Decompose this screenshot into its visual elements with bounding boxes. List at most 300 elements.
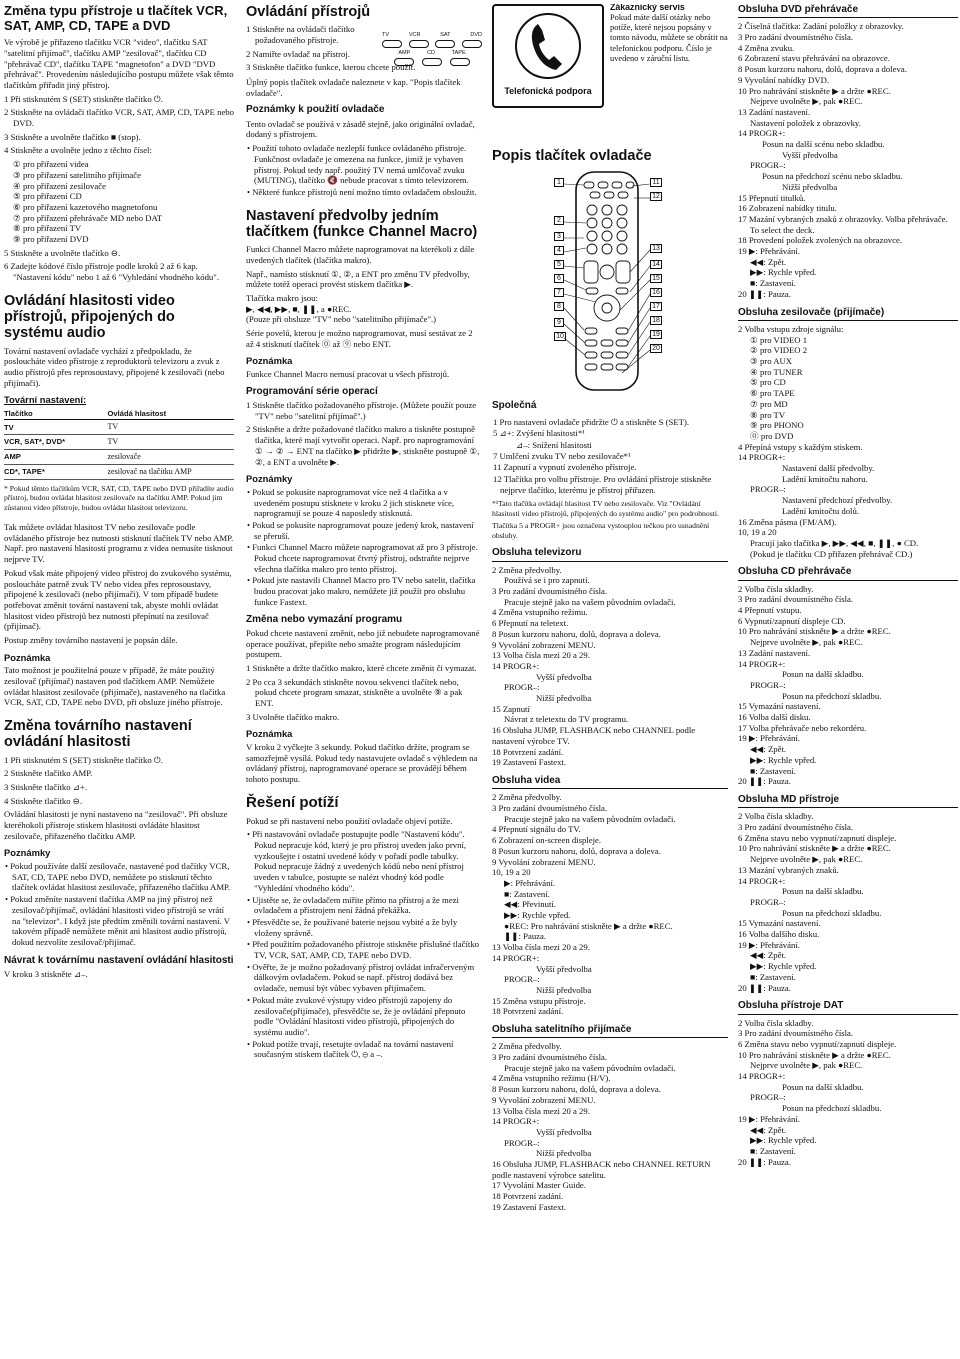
list-item: ⑧ pro přiřazení TV xyxy=(13,223,82,234)
desc-item: 10, 19 a 20 xyxy=(492,867,531,878)
desc-item: 17 Vyvolání Master Guide. xyxy=(492,1180,586,1191)
customer-service-heading: Zákaznický servis xyxy=(610,4,685,12)
desc-item: 19 Zastavení Fastext. xyxy=(492,757,567,768)
section-title-channel-macro: Nastavení předvolby jedním tlačítkem (funkce Channel Macro) xyxy=(246,207,478,240)
column-1 xyxy=(4,4,234,1354)
section-title-buttons: Popis tlačítek ovladače xyxy=(492,148,652,164)
device-buttons-illustration xyxy=(382,32,482,82)
desc-item: 3 Pro zadání dvoumístného čísla. xyxy=(492,802,608,813)
callout-number: 14 xyxy=(650,260,662,269)
device-button-icon xyxy=(422,58,442,66)
desc-item: Ladění kmitočtu dolů. xyxy=(782,505,859,516)
desc-item: 6 Změna stavu nebo vypnutí/zapnutí displeje. xyxy=(738,1038,897,1049)
notes-heading: Poznámky xyxy=(246,473,293,485)
desc-item: 4 Přepíná vstupy s každým stiskem. xyxy=(738,441,863,452)
table-row xyxy=(4,449,234,464)
table-cell: TV xyxy=(4,420,108,435)
bullet-item: • Funkci Channel Macro můžete naprogramovat až pro 3 přístroje. Pokud chcete naprogramovat čtvrtý přístroj, odstraňte nejprve všechna tlačítka makro pro tento přístroj. xyxy=(247,542,478,574)
section-title-return: Návrat k továrnímu nastavení ovládání hlasitosti xyxy=(4,954,234,966)
desc-item: ◀◀: Zpět. xyxy=(750,744,787,755)
subheading-md: Obsluha MD přístroje xyxy=(738,794,958,808)
desc-item: 14 PROGR+: xyxy=(738,658,786,669)
desc-item: Posun na další skladbu. xyxy=(782,669,864,680)
desc-item: Posun na předchozí skladbu. xyxy=(782,690,882,701)
desc-item: 13 Volba čísla mezi 20 a 29. xyxy=(492,1105,590,1116)
callout-number: 7 xyxy=(554,288,564,297)
list-item: ③ pro přiřazení satelitního přijímače xyxy=(13,169,141,180)
customer-service xyxy=(610,4,728,64)
callout-number: 5 xyxy=(554,260,564,269)
step: 1 Při stisknutém S (SET) stiskněte tlačítko ⏻. xyxy=(4,93,163,104)
desc-item: Nastavení další předvolby. xyxy=(782,463,875,474)
desc-item: 2 Volba čísla skladby. xyxy=(738,583,814,594)
paragraph: Funkci Channel Macro můžete naprogramovat na kterékoli z dále uvedených tlačítek (tlačítka makro). xyxy=(246,244,475,265)
section-title-volume: Ovládání hlasitosti video přístrojů, připojených do systému audio xyxy=(4,292,175,342)
table-cell: VCR, SAT*, DVD* xyxy=(4,435,108,450)
table-header: Tlačítko xyxy=(4,408,108,420)
desc-item: 10 Pro nahrávání stiskněte ▶ a držte ●REC. xyxy=(738,1049,891,1060)
table-cell: zesilovače xyxy=(108,449,235,464)
desc-item: PROGR–: xyxy=(750,160,786,171)
paragraph: ▶, ◀◀, ▶▶, ■, ❚❚, a ●REC. xyxy=(246,303,352,314)
desc-item: Návrat z teletextu do TV programu. xyxy=(504,714,629,725)
desc-item: 7 Umlčení zvuku TV nebo zesilovače*¹ xyxy=(493,450,631,461)
desc-item: 14 PROGR+: xyxy=(738,128,786,139)
desc-item: 10 Pro nahrávání stiskněte ▶ a držte ●REC. xyxy=(738,85,891,96)
desc-item: 18 Potvrzení zadání. xyxy=(492,1191,564,1202)
desc-item: 14 PROGR+: xyxy=(738,1071,786,1082)
callout-number: 20 xyxy=(650,344,662,353)
device-button-icon xyxy=(409,40,429,48)
step: 1 Stiskněte na ovládači tlačítko požadovaného přístroje. xyxy=(246,24,355,45)
desc-item: 3 Pro zadání dvoumístného čísla. xyxy=(738,32,854,42)
desc-item: Nižší předvolba xyxy=(536,1148,592,1159)
section-title-change-factory: Změna továrního nastavení ovládání hlasitosti xyxy=(4,718,192,751)
desc-item: ■: Zastavení. xyxy=(750,971,796,982)
note-heading: Poznámka xyxy=(246,728,293,740)
note-text: Tato možnost je použitelná pouze v případě, že máte použitý zesilovač (přijímač) nastaven pod tlačítkem AMP. Nemůžete ovládat hlasitost zesilovače (přijímače), nastaveného na tlačítka VCR, SAT, CD, TAPE nebo DVD, při obsluze jiného přístroje. xyxy=(4,665,226,708)
desc-item: ④ pro TUNER xyxy=(750,366,803,377)
desc-item: 2 Volba čísla skladby. xyxy=(738,811,814,822)
subheading-change-program: Změna nebo vymazání programu xyxy=(246,613,403,625)
desc-item: Vyšší předvolba xyxy=(536,963,592,974)
desc-item: 13 Volba čísla mezi 20 a 29. xyxy=(492,942,590,953)
step: 3 Stiskněte tlačítko ⊿+. xyxy=(4,781,88,792)
desc-item: Nižší předvolba xyxy=(782,181,838,192)
desc-item: 15 Změna vstupu přístroje. xyxy=(492,995,586,1006)
column-2 xyxy=(246,4,482,1354)
step: 1 Při stisknutém S (SET) stiskněte tlačítko ⏻. xyxy=(4,754,163,765)
paragraph: V kroku 3 stiskněte ⊿–. xyxy=(4,968,88,979)
section-title-device-type: Změna typu přístroje u tlačítek VCR, SAT, AMP, CD, TAPE a DVD xyxy=(4,4,228,33)
desc-item: Nastavení položek z obrazovky. xyxy=(750,117,861,128)
list-item: ① pro přiřazení videa xyxy=(13,159,89,170)
step: 2 Po cca 3 sekundách stiskněte novou sekvenci tlačítek nebo, pokud chcete program smazat, stiskněte a uvolněte ⑨ a pak ENT. xyxy=(246,676,463,709)
phone-icon xyxy=(494,6,602,86)
bullet-item: • Pokud potíže trvají, resetujte ovladač na tovární nastavení současným stiskem tlačítek ⏻, ⊖ a –. xyxy=(247,1038,454,1060)
desc-item: 19 Zastavení Fastext. xyxy=(492,1201,567,1212)
paragraph: Ovládání hlasitosti je nyní nastaveno na "zesilovač". Při obsluze kteréhokoli přístroje stiskem hlasitosti ovládáte hlasitost zesilovače, přiřazeného tlačítku AMP. xyxy=(4,809,228,841)
desc-item: ⑥ pro TAPE xyxy=(750,388,795,399)
step: 3 Uvolněte tlačítko makro. xyxy=(246,711,340,722)
table-footnote: * Pokud těmto tlačítkům VCR, SAT, CD, TAPE nebo DVD přiřadíte audio přístroj, budou ovládat hlasitost zesilovače na tlačítku AMP. Pokud jim zůstanou video přístroje, budou ovládat hlasitost televizoru. xyxy=(4,483,234,512)
device-label: TAPE xyxy=(451,49,466,56)
desc-item: ◀◀: Zpět. xyxy=(750,950,787,961)
callout-number: 15 xyxy=(650,274,662,283)
desc-item: 4 Přepnutí signálu do TV. xyxy=(492,824,581,835)
desc-item: 3 Pro zadání dvoumístného čísla. xyxy=(492,1052,608,1063)
code-list xyxy=(4,159,234,245)
note-text: Funkce Channel Macro nemusí pracovat u všech přístrojů. xyxy=(246,369,450,380)
paragraph: Tento ovladač se používá v zásadě stejně, jako originální ovladač, dodaný s přístrojem. xyxy=(246,118,475,140)
desc-item: Nejprve uvolněte ▶, pak ●REC. xyxy=(750,1060,863,1071)
bullet-item: • Ověřte, že je možno požadovaný přístroj ovládat infračerveným dálkovým ovladačem. Pokud se např. přístroj dodává bez ovladače, nemusí být vůbec vybaven přijímačem. xyxy=(247,961,475,994)
callout-number: 12 xyxy=(650,192,662,201)
footnote: *¹Tato tlačítka ovládají hlasitost TV nebo zesilovače. Viz "Ovládání hlasitosti video přístrojů, připojených do systému audio" pro podrobnosti. xyxy=(492,499,719,518)
bullet-item: • Přesvědčte se, že používané baterie nejsou vybité a že byly vloženy správně. xyxy=(247,916,458,938)
device-button-icon xyxy=(382,40,402,48)
desc-item: 8 Posun kurzoru nahoru, dolů, doprava a doleva. xyxy=(492,628,661,639)
desc-item: 14 PROGR+: xyxy=(492,1116,540,1127)
desc-item: 8 Posun kurzoru nahoru, dolů, doprava a doleva. xyxy=(738,64,907,75)
subheading-dat: Obsluha přístroje DAT xyxy=(738,1000,958,1014)
desc-item: 10 Pro nahrávání stiskněte ▶ a držte ●REC. xyxy=(738,843,891,854)
desc-item: 13 Mazání vybraných znaků. xyxy=(738,864,839,875)
paragraph: Pokud však máte připojený video přístroj do zvukového systému, posloucháte patrně zvuk TV nebo videa přes reprosoustavy, připojené k zesilovači (nebo přijímači). V tom případě budete potřebovat změnit tovární nastavení tak, abyste mohli ovládat hlasitost video přístrojů bez nutnosti přepínutí na zesilovač (přijímač). xyxy=(4,567,232,632)
callout-number: 6 xyxy=(554,274,564,283)
note-text: V kroku 2 vyčkejte 3 sekundy. Pokud tlačítko držíte, program se samozřejmě vysílá. Pokud tedy nastavujete ovladač s výhledem na ovládaný přístroj, naprogramované operace se provádějí během tohoto postupu. xyxy=(246,742,478,785)
desc-item: 10, 19 a 20 xyxy=(738,527,777,538)
desc-item: 20 ❚❚: Pauza. xyxy=(738,776,791,787)
desc-item: 6 Změna stavu nebo vypnutí/zapnutí displeje. xyxy=(738,832,897,843)
desc-item: 14 PROGR+: xyxy=(738,452,786,463)
device-label: CD xyxy=(427,49,435,56)
desc-item: 15 Zapnutí xyxy=(492,703,530,714)
notes-heading: Poznámky xyxy=(4,847,51,859)
desc-item: 15 Přepnutí titulků. xyxy=(738,192,806,203)
device-label: AMP xyxy=(398,49,411,56)
desc-item: Nižší předvolba xyxy=(536,984,592,995)
section-title-troubleshooting: Řešení potíží xyxy=(246,793,339,811)
paragraph: Postup změny továrního nastavení je popsán dále. xyxy=(4,635,178,646)
desc-item: 4 Změna vstupního režimu (H/V). xyxy=(492,1073,611,1084)
intro-paragraph: Ve výrobě je přiřazeno tlačítku VCR "video", tlačítku SAT "satelitní přijímač", tlačítku AMP "zesilovač", tlačítku CD "přehrávač CD", tlačítku TAPE "magnetofon" a DVD "DVD přehrávač". Provedením následujícího postupu můžete však těmto tlačítkům přiřadit jiný přístroj. xyxy=(4,37,234,90)
table-cell: AMP xyxy=(4,449,108,464)
desc-item: 19 ▶: Přehrávání. xyxy=(738,939,800,950)
paragraph: Série povelů, kterou je možno naprogramovat, musí sestávat ze 2 až 4 stisknutí tlačítek ⓪ až ⑨ nebo ENT. xyxy=(246,328,473,349)
desc-item: 18 Provedení položek zvolených na obrazovce. xyxy=(738,235,903,246)
desc-item: 14 PROGR+: xyxy=(492,660,540,671)
desc-item: 6 Vypnutí/zapnutí displeje CD. xyxy=(738,615,846,626)
bullet-item: • Před použitím požadovaného přístroje stiskněte příslušné tlačítko TV, VCR, SAT, AMP, CD, TAPE nebo DVD. xyxy=(247,939,480,961)
desc-item: 19 ▶: Přehrávání. xyxy=(738,1113,800,1124)
subheading-cd: Obsluha CD přehrávače xyxy=(738,566,958,580)
desc-item: ⊿–: Snížení hlasitosti xyxy=(516,439,592,450)
desc-item: ◀◀: Převinutí. xyxy=(504,899,556,910)
section-title-operation: Ovládání přístrojů xyxy=(246,4,371,20)
desc-item: 6 Přepnutí na teletext. xyxy=(492,618,569,629)
device-label: TV xyxy=(382,32,390,38)
telephone-support-label: Telefonická podpora xyxy=(504,86,592,96)
remote-control-illustration xyxy=(492,168,728,396)
desc-item: ■: Zastavení. xyxy=(750,765,796,776)
desc-item: 13 Zadání nastavení. xyxy=(738,647,811,658)
bullet-item: • Ujistěte se, že ovladačem míříte přímo na přístroj a že mezi ovladačem a přístrojem není žádná překážka. xyxy=(247,894,459,916)
desc-item: Posun na další scénu nebo skladbu. xyxy=(762,139,885,150)
list-item: ⑦ pro přiřazení přehrávače MD nebo DAT xyxy=(13,212,163,223)
desc-item: 8 Posun kurzoru nahoru, dolů, doprava a doleva. xyxy=(492,1084,661,1095)
desc-item: 19 ▶: Přehrávání. xyxy=(738,246,800,257)
desc-item: 16 Volba dalšího disku. xyxy=(738,929,820,940)
desc-item: 16 Obsluha JUMP, FLASHBACK nebo CHANNEL RETURN podle nastavení výrobce satelitu. xyxy=(492,1159,711,1180)
desc-item: 2 Změna předvolby. xyxy=(492,564,562,575)
desc-item: 8 Posun kurzoru nahoru, dolů, doprava a doleva. xyxy=(492,845,661,856)
desc-item: 15 Vymazání nastavení. xyxy=(738,918,821,929)
desc-item: 20 ❚❚: Pauza. xyxy=(738,1156,791,1167)
desc-item: 16 Zobrazení nabídky titulu. xyxy=(738,203,837,214)
desc-item: (Pokud je tlačítku CD přiřazen přehrávač CD.) xyxy=(750,548,913,559)
desc-item: Pracují jako tlačítka ▶, ▶▶, ◀◀, ■, ❚❚, ● CD. xyxy=(750,537,919,548)
bullet-item: • Pokud se pokusíte naprogramovat více než 4 tlačítka a v uvedeném postupu stisknete v kroku 2 jich stisknete více, naprogramují se pouze 4 naposledy stisknutá. xyxy=(247,486,455,519)
desc-item: 2 Číselná tlačítka: Zadání položky z obrazovky. xyxy=(738,21,904,32)
telephone-support-box xyxy=(492,4,604,108)
bullet-item: • Použití tohoto ovladače nezlepší funkce ovládaného přístroje. Funkčnost ovladače je omezena na funkce, jimiž je vybaven přístroj. Pokud tedy např. použitý TV nemá umlčovač zvuku (MUTING), tlačítko 🔇 nebude pracovat s tímto televizorem. xyxy=(247,143,469,186)
desc-item: Pracuje stejně jako na vašem původním ovladači. xyxy=(504,1062,676,1073)
step: 1 Stiskněte a držte tlačítko makro, které chcete změnit či vymazat. xyxy=(246,662,477,673)
note-heading: Poznámka xyxy=(246,355,293,367)
callout-number: 3 xyxy=(554,232,564,241)
desc-item: ■: Zastavení. xyxy=(750,1145,796,1156)
callout-number: 2 xyxy=(554,216,564,225)
subheading-common: Společná xyxy=(492,400,537,412)
device-button-icon xyxy=(435,40,455,48)
column-3 xyxy=(492,4,728,1354)
desc-item: Nastavení předchozí předvolby. xyxy=(782,495,893,506)
bullet-item: • Pokud používáte další zesilovače, nastavené pod tlačítky VCR, SAT, CD, TAPE nebo DVD, nemůžete po stisknutí těchto tlačítek ovládat hlasitost zesilovače, přiřazeného tlačítku AMP. xyxy=(5,861,231,893)
desc-item: Posun na předchozí scénu nebo skladbu. xyxy=(762,171,903,182)
table-cell: CD*, TAPE* xyxy=(4,464,108,479)
desc-item: Posun na předchozí skladbu. xyxy=(782,907,882,918)
desc-item: Nejprve uvolněte ▶, pak ●REC. xyxy=(750,96,863,107)
subheading-amplifier: Obsluha zesilovače (přijímače) xyxy=(738,307,958,321)
remote-diagram xyxy=(492,168,728,396)
callout-number: 4 xyxy=(554,246,564,255)
desc-item: 2 Volba čísla skladby. xyxy=(738,1017,814,1028)
callout-number: 18 xyxy=(650,316,662,325)
desc-item: 3 Pro zadání dvoumístného čísla. xyxy=(738,822,854,832)
subheading-satellite: Obsluha satelitního přijímače xyxy=(492,1024,728,1038)
desc-item: PROGR–: xyxy=(750,484,786,495)
desc-item: 2 Změna předvolby. xyxy=(492,792,562,803)
customer-service-text: Pokud máte další otázky nebo potíže, které nejsou popsány v tomto návodu, můžete se obrátit na telefonickou podporu. Číslo je uvedeno v záruční listu. xyxy=(610,12,728,64)
device-button-icon xyxy=(450,58,470,66)
table-cell: TV xyxy=(108,420,235,435)
step: 1 Stiskněte tlačítko požadovaného přístroje. (Můžete použít pouze "TV" nebo "satelitní přijímač".) xyxy=(246,400,477,421)
paragraph: Např., namísto stisknutí ①, ②, a ENT pro změnu TV předvolby, můžete totéž operaci provést stiskem tlačítka ▶. xyxy=(246,268,470,290)
desc-item: 4 Změna vstupního režimu. xyxy=(492,607,588,618)
desc-item: 17 Volba přehrávače nebo rekordéru. xyxy=(738,722,867,733)
callout-number: 17 xyxy=(650,302,662,311)
desc-item: 18 Potvrzení zadání. xyxy=(492,1006,564,1017)
device-label: SAT xyxy=(440,32,451,38)
desc-item: ③ pro AUX xyxy=(750,355,793,366)
desc-item: PROGR–: xyxy=(750,1092,786,1103)
desc-item: ▶: Přehrávání. xyxy=(504,877,556,888)
desc-item: ① pro VIDEO 1 xyxy=(750,334,808,345)
desc-item: ▶▶: Rychle vpřed. xyxy=(750,961,817,972)
step: 5 Stiskněte a uvolněte tlačítko ⊖. xyxy=(4,247,121,258)
step: 2 Stiskněte tlačítko AMP. xyxy=(4,768,93,779)
desc-item: ●REC: Pro nahrávání stiskněte ▶ a držte ●REC. xyxy=(504,920,673,931)
step: 3 Stiskněte tlačítko funkce, kterou chcete použít. xyxy=(246,62,416,73)
table-row xyxy=(4,464,234,479)
table-cell: TV xyxy=(108,435,235,450)
desc-item: ② pro VIDEO 2 xyxy=(750,345,808,356)
desc-item: Používá se i pro zapnutí. xyxy=(504,575,590,586)
desc-item: Pracuje stejně jako na vašem původním ovladači. xyxy=(504,596,676,607)
desc-item: 13 Volba čísla mezi 20 a 29. xyxy=(492,650,590,661)
desc-item: 10 Pro nahrávání stiskněte ▶ a držte ●REC. xyxy=(738,626,891,637)
desc-item: 12 Tlačítka pro volbu přístroje. Pro ovládání přístroje stiskněte nejprve tlačítko, kterému je přístroj přiřazen. xyxy=(493,474,712,495)
callout-number: 8 xyxy=(554,302,564,311)
step: 2 Namiřte ovladač na přístroj. xyxy=(246,48,350,59)
desc-item: 9 Vyvolání zobrazení MENU. xyxy=(492,1094,596,1105)
desc-item: 11 Zapnutí a vypnutí zvoleného přístroje. xyxy=(493,462,637,473)
desc-item: 3 Pro zadání dvoumístného čísla. xyxy=(738,1028,854,1039)
desc-item: Posun na předchozí skladbu. xyxy=(782,1103,882,1114)
desc-item: 17 Mazání vybraných znaků z obrazovky. Volba přehrávače. xyxy=(738,213,948,224)
desc-item: ⓪ pro DVD xyxy=(750,430,794,441)
desc-item: 3 Pro zadání dvoumístného čísla. xyxy=(492,586,608,597)
step: 4 Stiskněte a uvolněte jedno z těchto čísel: xyxy=(4,145,152,156)
bullet-item: • Při nastavování ovladače postupujte podle "Nastavení kódu". Pokud nepracuje kód, který je pro přístroj uveden jako první, vyzkoušejte i ostatní uvedené kódy v pořadí podle tabulky. Pokud nepracuje žádný z uvedených kódů nebo není přístroj uveden v tabulce, postupte se nalézt vhodný kód podle "Vyhledání vhodného kódu". xyxy=(247,829,467,893)
column-4 xyxy=(738,4,958,1354)
desc-item: PROGR–: xyxy=(750,896,786,907)
device-button-icon xyxy=(394,58,414,66)
desc-item: ■: Zastavení. xyxy=(504,888,550,899)
desc-item: ■: Zastavení. xyxy=(750,278,796,289)
desc-item: Vyšší předvolba xyxy=(536,1126,592,1137)
desc-item: 2 Změna předvolby. xyxy=(492,1041,562,1052)
paragraph: Úplný popis tlačítek ovladače naleznete v kap. "Popis tlačítek ovladače". xyxy=(246,77,461,98)
paragraph: (Pouze při obsluze "TV" nebo "satelitního přijímače".) xyxy=(246,314,437,325)
list-item: ④ pro přiřazení zesilovače xyxy=(13,180,106,191)
callout-number: 19 xyxy=(650,330,662,339)
callout-number: 16 xyxy=(650,288,662,297)
table-row xyxy=(4,420,234,435)
paragraph: Pokud chcete nastavení změnit, nebo již nebudete naprogramované operace používat, přepište nebo smažte program následujícím postupem. xyxy=(246,627,480,660)
subheading-notes-usage: Poznámky k použití ovladače xyxy=(246,104,385,116)
desc-item: Pracuje stejně jako na vašem původním ovladači. xyxy=(504,813,676,824)
device-label: DVD xyxy=(470,32,482,38)
step: 6 Zadejte kódové číslo přístroje podle kroků 2 až 6 kap. "Nastavení kódu" nebo 1 až 6 "Vyhledání vhodného kódu". xyxy=(4,261,219,283)
bullet-item: • Pokud změníte nastavení tlačítka AMP na jiný přístroj než zesilovač/přijímač, ovládání hlasitosti video přístrojů se vrátí na "televizor". I když jste předtím změnili tovární nastavení. V takovém případě nemůžete měnit ani hlasitost audio přístrojů, dokud nezvolíte zesilovač/přijímač. xyxy=(5,894,230,947)
desc-item: Vyšší předvolba xyxy=(536,671,592,682)
desc-item: PROGR–: xyxy=(504,974,540,985)
desc-item: ▶▶: Rychle vpřed. xyxy=(750,1135,817,1146)
paragraph: Tak můžete ovládat hlasitost TV nebo zesilovače podle ovládaného přístroje bez nutnosti stisknutí tlačítek TV nebo AMP. Např. pro nastavení hlasitosti programu z videa nemusíte tisknout nejprve TV. xyxy=(4,521,234,565)
desc-item: Ladění kmitočtu nahoru. xyxy=(782,473,868,484)
table-cell: zesilovač na tlačítku AMP xyxy=(108,464,235,479)
device-label: VCR xyxy=(408,32,421,38)
desc-item: 16 Obsluha JUMP, FLASHBACK nebo CHANNEL podle nastavení výrobce TV. xyxy=(492,725,696,746)
step: 4 Stiskněte tlačítko ⊖. xyxy=(4,795,83,806)
desc-item: ▶▶: Rychle vpřed. xyxy=(750,754,817,765)
desc-item: 6 Zobrazení stavu přehrávání na obrazovce. xyxy=(738,53,890,64)
desc-item: 15 Vymazání nastavení. xyxy=(738,701,821,712)
desc-item: 16 Změna pásma (FM/AM). xyxy=(738,516,837,527)
paragraph: Pokud se při nastavení nebo použití ovladače objeví potíže. xyxy=(246,815,453,826)
desc-item: PROGR–: xyxy=(504,1137,540,1148)
list-item: ⑤ pro přiřazení CD xyxy=(13,191,82,202)
desc-item: 9 Vyvolání zobrazení MENU. xyxy=(492,856,596,867)
desc-item: Posun na další skladbu. xyxy=(782,886,864,897)
desc-item: 4 Přepnutí vstupu. xyxy=(738,605,802,616)
desc-item: Nejprve uvolněte ▶, pak ●REC. xyxy=(750,637,863,648)
desc-item: To select the deck. xyxy=(750,224,815,235)
desc-item: 19 ▶: Přehrávání. xyxy=(738,733,800,744)
desc-item: 13 Zadání nastavení. xyxy=(738,106,811,117)
subheading-factory: Tovární nastavení: xyxy=(4,394,87,406)
bullet-item: • Pokud se pokusíte naprogramovat pouze jedený krok, nastavení se přeruší. xyxy=(247,519,474,541)
step: 2 Stiskněte a držte požadované tlačítko makro a tiskněte postupně tlačítka, které mají vytvořit operaci. Např. pro naprogramování ① → ② → ENT na tlačítko ▶ přidržte ▶, stiskněte postupně ①, ②, a ENT a uvolněte ▶. xyxy=(246,424,480,467)
callout-number: 11 xyxy=(650,178,662,187)
desc-item: 4 Změna zvuku. xyxy=(738,42,795,53)
desc-item: ❚❚: Pauza. xyxy=(504,931,547,942)
tip: Tlačítka 5 a PROGR+ jsou označena vystouplou tečkou pro usnadnění obsluhy. xyxy=(492,521,710,540)
desc-item: 18 Potvrzení zadání. xyxy=(492,746,564,757)
desc-item: 9 Vyvolání zobrazení MENU. xyxy=(492,639,596,650)
desc-item: 14 PROGR+: xyxy=(492,952,540,963)
table-row xyxy=(4,435,234,450)
bullet-item: • Některé funkce přístrojů není možno tímto ovladačem obsloužit. xyxy=(247,186,477,197)
list-item: ⑥ pro přiřazení kazetového magnetofonu xyxy=(13,201,158,212)
desc-item: PROGR–: xyxy=(504,682,540,693)
callout-number: 1 xyxy=(554,178,564,187)
desc-item: ▶▶: Rychle vpřed. xyxy=(750,267,817,278)
bullet-item: • Pokud jste nastavili Channel Macro pro TV nebo satelit, tlačítka budou pracovat jako makro, nemůžete již použít pro obsluhu funkce Fastext. xyxy=(247,575,476,607)
desc-item: Nejprve uvolněte ▶, pak ●REC. xyxy=(750,854,863,865)
note-heading: Poznámka xyxy=(4,651,51,663)
desc-item: ◀◀: Zpět. xyxy=(750,256,787,267)
desc-item: 14 PROGR+: xyxy=(738,875,786,886)
desc-item: 1 Pro nastavení ovladače přidržte ⏻ a stiskněte S (SET). xyxy=(493,416,690,427)
device-button-icon xyxy=(462,40,482,48)
bullet-item: • Pokud máte zvukové výstupy video přístrojů zapojeny do zesilovače(přijímače), přesvědčte se, že je ovládání přepnuto podle "Ovládání hlasitosti video přístrojů, připojených do systému audio". xyxy=(247,994,466,1037)
callout-number: 9 xyxy=(554,318,564,327)
desc-item: 5 ⊿+: Zvýšení hlasitosti*¹ xyxy=(493,428,585,439)
desc-item: 3 Pro zadání dvoumístného čísla. xyxy=(738,594,854,605)
desc-item: 6 Zobrazení on-screen displeje. xyxy=(492,835,602,846)
desc-item: ⑨ pro PHONO xyxy=(750,420,804,431)
desc-item: 20 ❚❚: Pauza. xyxy=(738,288,791,299)
desc-item: Vyšší předvolba xyxy=(782,149,838,160)
desc-item: 9 Vyvolání nabídky DVD. xyxy=(738,74,830,85)
callout-number: 10 xyxy=(554,332,566,341)
subheading-programming: Programování série operací xyxy=(246,385,378,397)
subheading-video: Obsluha videa xyxy=(492,775,728,789)
desc-item: ◀◀: Zpět. xyxy=(750,1124,787,1135)
table-header: Ovládá hlasitost xyxy=(108,408,235,420)
desc-item: Nižší předvolba xyxy=(536,693,592,704)
desc-item: 2 Volba vstupu zdroje signálu: xyxy=(738,323,844,334)
desc-item: ⑤ pro CD xyxy=(750,377,786,388)
desc-item: Posun na další skladbu. xyxy=(782,1081,864,1092)
step: 2 Stiskněte na ovládači tlačítko VCR, SAT, AMP, CD, TAPE nebo DVD. xyxy=(4,107,234,129)
paragraph: Tovární nastavení ovladače vychází z předpokladu, že posloucháte video přístroje z reproduktorů televizoru a zvuk z audio přístrojů přes reprosoustavy, připojené k zesilovači (nebo přijímači). xyxy=(4,345,225,388)
desc-item: ⑦ pro MD xyxy=(750,398,788,409)
paragraph: Tlačítka makro jsou: xyxy=(246,292,318,303)
